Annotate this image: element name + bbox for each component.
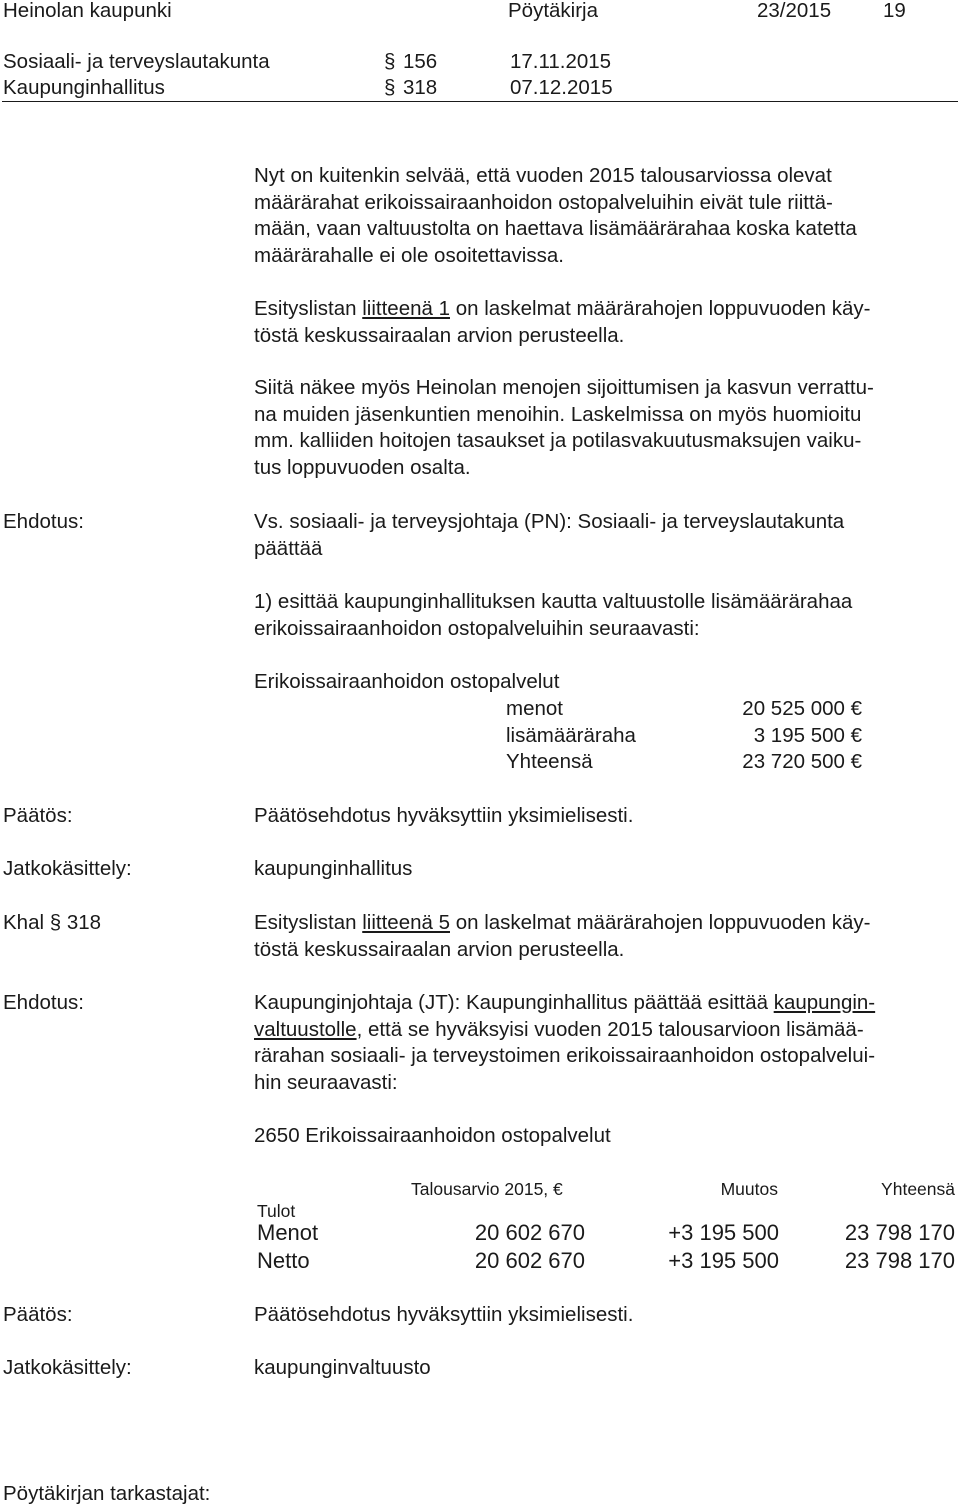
table-1-row-value: 23 720 500 € (742, 750, 862, 773)
text-line: hin seuraavasti: (254, 1070, 398, 1094)
proposal-2-text (254, 990, 954, 1096)
table-2-cell-budget: 20 602 670 (474, 1248, 585, 1273)
intro-paragraph-1 (254, 163, 954, 269)
table-2-cell-total: 23 798 170 (844, 1220, 955, 1245)
text-line: määrärahat erikoissairaanhoidon ostopalveluihin eivät tule riittä- (254, 190, 833, 214)
attachment-link-5[interactable]: liitteenä 5 (362, 911, 450, 934)
proposal-label: Ehdotus: (3, 991, 84, 1014)
table-1-row-label: menot (506, 697, 563, 720)
page-number: 19 (883, 0, 906, 22)
table-2-column-header: Yhteensä (881, 1179, 955, 1199)
attachment-link-1[interactable]: liitteenä 1 (362, 297, 450, 320)
text-fragment: Esityslistan (254, 911, 363, 934)
text-line: töstä keskussairaalan arvion perusteella. (254, 937, 625, 961)
khal-paragraph (254, 910, 954, 963)
followup-label: Jatkokäsittely: (3, 1356, 132, 1379)
text-line: Nyt on kuitenkin selvää, että vuoden 2015 talousarviossa olevat (254, 164, 832, 187)
text-line: töstä keskussairaalan arvion perusteella. (254, 323, 625, 347)
text-line: rärahan sosiaali- ja terveystoimen erikoissairaanhoidon ostopalvelui- (254, 1044, 876, 1067)
table-2-cell-change: +3 195 500 (668, 1220, 779, 1245)
text-line: Vs. sosiaali- ja terveysjohtaja (PN): Sosiaali- ja terveyslautakunta (254, 510, 845, 533)
text-line: na muiden jäsenkuntien menoihin. Laskelmissa on myös huomioitu (254, 402, 862, 426)
table-2-row-label: Menot (257, 1220, 319, 1245)
table-1-row-label: lisämääräraha (506, 724, 636, 747)
table-2-column-header: Talousarvio 2015, € (411, 1179, 563, 1199)
proposal-1-text (254, 509, 954, 562)
reviewers-label: Pöytäkirjan tarkastajat: (3, 1482, 211, 1505)
table-1-row-label: Yhteensä (506, 750, 593, 773)
table-2-row-label: Netto (257, 1248, 310, 1273)
table-2-column-header: Muutos (720, 1179, 778, 1199)
header-body-1: Sosiaali- ja terveyslautakunta (3, 50, 270, 73)
table-1-title: Erikoissairaanhoidon ostopalvelut (254, 670, 560, 693)
intro-paragraph-2 (254, 296, 954, 349)
text-line: mään, vaan valtuustolta on haettava lisämäärärahaa koska katetta (254, 217, 857, 240)
section-icon: § (384, 50, 396, 73)
table-2-cell-total: 23 798 170 (844, 1248, 955, 1273)
text-line: Siitä näkee myös Heinolan menojen sijoittumisen ja kasvun verrattu- (254, 376, 874, 399)
header-section-1: 156 (403, 50, 438, 73)
followup-label: Jatkokäsittely: (3, 857, 132, 880)
header-body-2: Kaupunginhallitus (3, 76, 165, 99)
table-1-row-value: 3 195 500 € (753, 724, 862, 747)
decision-label: Päätös: (3, 804, 73, 827)
decision-text: Päätösehdotus hyväksyttiin yksimielisesti. (254, 804, 634, 827)
text-fragment: Esityslistan (254, 297, 363, 320)
header-date-1: 17.11.2015 (510, 50, 612, 73)
text-line: tus loppuvuoden osalta. (254, 455, 471, 479)
text-line: 1) esittää kaupunginhallituksen kautta valtuustolle lisämäärärahaa (254, 590, 853, 613)
proposal-1-item (254, 589, 954, 642)
header-divider (2, 101, 958, 102)
text-line: erikoissairaanhoidon ostopalveluihin seuraavasti: (254, 616, 700, 640)
city-council-link[interactable]: kaupungin- (773, 991, 876, 1014)
text-fragment: on laskelmat määrärahojen loppuvuoden käy- (450, 297, 871, 320)
intro-paragraph-3 (254, 375, 954, 481)
text-fragment: on laskelmat määrärahojen loppuvuoden käy- (450, 911, 871, 934)
proposal-label: Ehdotus: (3, 510, 84, 533)
city-council-link[interactable]: valtuustolle (254, 1017, 357, 1041)
document-type: Pöytäkirja (508, 0, 599, 22)
header-section-2: 318 (403, 76, 438, 99)
text-line: päättää (254, 536, 323, 560)
followup-text: kaupunginvaltuusto (254, 1356, 431, 1379)
table-1-row-value: 20 525 000 € (742, 697, 862, 720)
text-line: määrärahalle ei ole osoitettavissa. (254, 243, 564, 267)
decision-label: Päätös: (3, 1303, 73, 1326)
decision-text: Päätösehdotus hyväksyttiin yksimielisesti. (254, 1303, 634, 1326)
khal-section-label: Khal § 318 (3, 911, 102, 934)
section-icon: § (384, 76, 396, 99)
text-fragment: , että se hyväksyisi vuoden 2015 talousarvioon lisämää- (356, 1017, 864, 1041)
text-fragment: Kaupunginjohtaja (JT): Kaupunginhallitus päättää esittää (254, 991, 774, 1014)
header-date-2: 07.12.2015 (510, 76, 613, 99)
table-2-group-label: Tulot (257, 1201, 296, 1221)
table-2-cell-change: +3 195 500 (668, 1248, 779, 1273)
city-name: Heinolan kaupunki (3, 0, 172, 22)
document-number: 23/2015 (757, 0, 832, 22)
text-line: mm. kalliiden hoitojen tasaukset ja potilasvakuutusmaksujen vaiku- (254, 429, 862, 452)
table-2-title: 2650 Erikoissairaanhoidon ostopalvelut (254, 1124, 611, 1147)
followup-text: kaupunginhallitus (254, 857, 413, 880)
table-2-cell-budget: 20 602 670 (474, 1220, 585, 1245)
